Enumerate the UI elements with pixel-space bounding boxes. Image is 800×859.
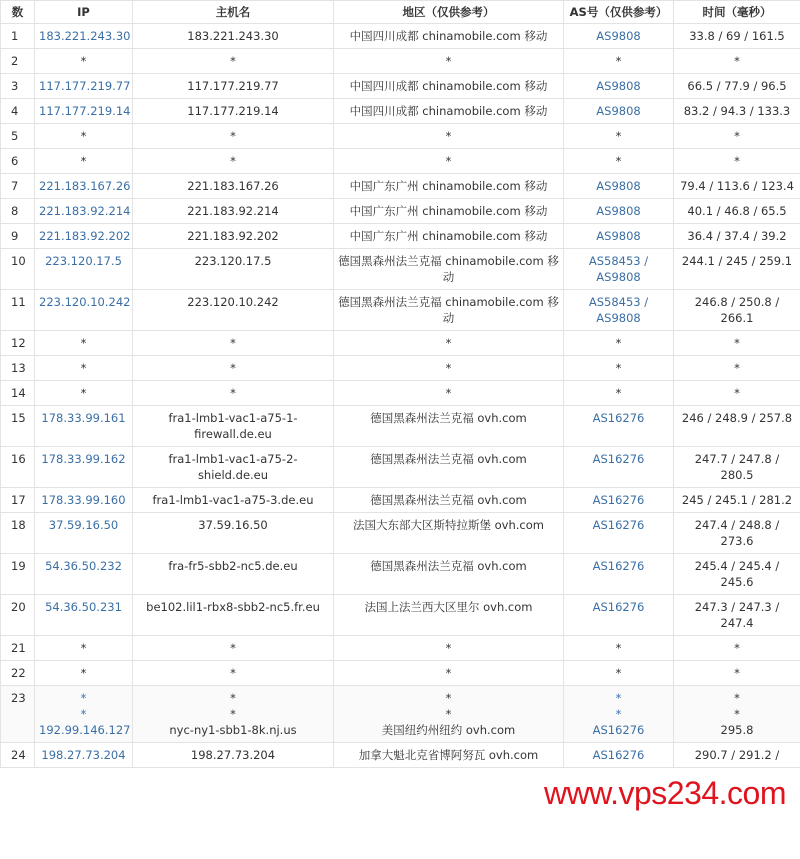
table-row [1,174,800,199]
hop-number: 5 [1,124,35,149]
as-cell: * [564,636,674,661]
time-cell: 246.8 / 250.8 / 266.1 [674,290,800,331]
ip-cell[interactable]: 117.177.219.77 [35,74,133,99]
time-cell: 244.1 / 245 / 259.1 [674,249,800,290]
table-row [1,554,800,595]
hop-number: 16 [1,447,35,488]
time-cell: * [674,636,800,661]
as-cell[interactable]: AS16276 [564,595,674,636]
hostname-cell: 183.221.243.30 [133,24,334,49]
time-cell: * * 295.8 [674,686,800,743]
as-cell[interactable]: AS9808 [564,24,674,49]
region-cell: 德国黑森州法兰克福 ovh.com [334,406,564,447]
as-cell[interactable]: AS9808 [564,224,674,249]
header-hostname: 主机名 [133,1,334,24]
hostname-cell: * [133,636,334,661]
as-cell[interactable]: * * AS16276 [564,686,674,743]
hop-number: 3 [1,74,35,99]
hop-number: 19 [1,554,35,595]
hostname-cell: * [133,356,334,381]
region-cell: 德国黑森州法兰克福 chinamobile.com 移动 [334,290,564,331]
hostname-cell: 221.183.167.26 [133,174,334,199]
as-cell[interactable]: AS16276 [564,447,674,488]
hop-number: 2 [1,49,35,74]
region-cell: * [334,49,564,74]
time-cell: * [674,381,800,406]
hop-number: 11 [1,290,35,331]
ip-cell[interactable]: 221.183.92.202 [35,224,133,249]
table-row [1,513,800,554]
table-row [1,124,800,149]
hostname-cell: 221.183.92.202 [133,224,334,249]
region-cell: 德国黑森州法兰克福 ovh.com [334,554,564,595]
table-row [1,356,800,381]
watermark: www.vps234.com [544,775,786,811]
as-cell: * [564,381,674,406]
region-cell: 法国大东部大区斯特拉斯堡 ovh.com [334,513,564,554]
region-cell: 中国广东广州 chinamobile.com 移动 [334,174,564,199]
ip-cell: * [35,381,133,406]
time-cell: * [674,661,800,686]
time-cell: * [674,49,800,74]
ip-cell[interactable]: 117.177.219.14 [35,99,133,124]
as-cell: * [564,49,674,74]
time-cell: * [674,149,800,174]
hop-number: 12 [1,331,35,356]
table-row [1,149,800,174]
as-cell: * [564,149,674,174]
ip-cell: * [35,636,133,661]
region-cell: 中国四川成都 chinamobile.com 移动 [334,74,564,99]
table-row [1,24,800,49]
as-cell[interactable]: AS9808 [564,174,674,199]
ip-cell[interactable]: 223.120.17.5 [35,249,133,290]
header-hop: 数 [1,1,35,24]
table-row [1,249,800,290]
as-cell[interactable]: AS9808 [564,99,674,124]
table-row [1,686,800,743]
hostname-cell: fra-fr5-sbb2-nc5.de.eu [133,554,334,595]
ip-cell[interactable]: 178.33.99.160 [35,488,133,513]
as-cell[interactable]: AS9808 [564,74,674,99]
watermark-area [0,768,800,812]
header-ip: IP [35,1,133,24]
hostname-cell: fra1-lmb1-vac1-a75-1-firewall.de.eu [133,406,334,447]
hostname-cell: * [133,49,334,74]
table-row [1,661,800,686]
time-cell: 247.7 / 247.8 / 280.5 [674,447,800,488]
as-cell[interactable]: AS58453 / AS9808 [564,249,674,290]
region-cell: 中国四川成都 chinamobile.com 移动 [334,99,564,124]
hostname-cell: 37.59.16.50 [133,513,334,554]
table-header [1,1,800,24]
time-cell: 247.4 / 248.8 / 273.6 [674,513,800,554]
hostname-cell: * [133,331,334,356]
table-row [1,488,800,513]
hop-number: 20 [1,595,35,636]
hop-number: 22 [1,661,35,686]
ip-cell: * [35,149,133,174]
hostname-cell: 117.177.219.14 [133,99,334,124]
hop-number: 24 [1,743,35,768]
table-body [1,24,800,768]
region-cell: * [334,124,564,149]
time-cell: 245 / 245.1 / 281.2 [674,488,800,513]
hop-number: 7 [1,174,35,199]
hostname-cell: 223.120.17.5 [133,249,334,290]
as-cell[interactable]: AS16276 [564,406,674,447]
ip-cell[interactable]: * * 192.99.146.127 [35,686,133,743]
time-cell: 79.4 / 113.6 / 123.4 [674,174,800,199]
hostname-cell: * [133,381,334,406]
ip-cell: * [35,661,133,686]
ip-cell: * [35,331,133,356]
time-cell: 40.1 / 46.8 / 65.5 [674,199,800,224]
table-row [1,199,800,224]
time-cell: 33.8 / 69 / 161.5 [674,24,800,49]
region-cell: * [334,356,564,381]
header-as: AS号（仅供参考） [564,1,674,24]
table-row [1,49,800,74]
hop-number: 10 [1,249,35,290]
hop-number: 23 [1,686,35,743]
time-cell: 290.7 / 291.2 / [674,743,800,768]
hop-number: 9 [1,224,35,249]
time-cell: 36.4 / 37.4 / 39.2 [674,224,800,249]
time-cell: 247.3 / 247.3 / 247.4 [674,595,800,636]
as-cell[interactable]: AS16276 [564,743,674,768]
time-cell: * [674,331,800,356]
hop-number: 17 [1,488,35,513]
ip-cell[interactable]: 54.36.50.231 [35,595,133,636]
region-cell: 德国黑森州法兰克福 chinamobile.com 移动 [334,249,564,290]
hostname-cell: * [133,661,334,686]
region-cell: 加拿大魁北克省博阿努瓦 ovh.com [334,743,564,768]
region-cell: * [334,331,564,356]
table-row [1,290,800,331]
ip-cell: * [35,124,133,149]
region-cell: 中国四川成都 chinamobile.com 移动 [334,24,564,49]
hostname-cell: * [133,124,334,149]
table-row [1,636,800,661]
hop-number: 6 [1,149,35,174]
hostname-cell: 198.27.73.204 [133,743,334,768]
region-cell: 中国广东广州 chinamobile.com 移动 [334,224,564,249]
as-cell[interactable]: AS58453 / AS9808 [564,290,674,331]
hostname-cell: * [133,149,334,174]
table-row [1,743,800,768]
hostname-cell: * * nyc-ny1-sbb1-8k.nj.us [133,686,334,743]
hop-number: 4 [1,99,35,124]
ip-cell[interactable]: 223.120.10.242 [35,290,133,331]
as-cell[interactable]: AS16276 [564,554,674,595]
ip-cell[interactable]: 37.59.16.50 [35,513,133,554]
ip-cell[interactable]: 54.36.50.232 [35,554,133,595]
ip-cell[interactable]: 221.183.167.26 [35,174,133,199]
region-cell: 德国黑森州法兰克福 ovh.com [334,488,564,513]
ip-cell: * [35,356,133,381]
table-row [1,406,800,447]
table-row [1,595,800,636]
ip-cell[interactable]: 221.183.92.214 [35,199,133,224]
ip-cell[interactable]: 198.27.73.204 [35,743,133,768]
hostname-cell: fra1-lmb1-vac1-a75-3.de.eu [133,488,334,513]
ip-cell: * [35,49,133,74]
hop-number: 21 [1,636,35,661]
hostname-cell: 223.120.10.242 [133,290,334,331]
hostname-cell: fra1-lmb1-vac1-a75-2-shield.de.eu [133,447,334,488]
region-cell: * [334,381,564,406]
region-cell: 法国上法兰西大区里尔 ovh.com [334,595,564,636]
table-row [1,447,800,488]
time-cell: * [674,124,800,149]
region-cell: 德国黑森州法兰克福 ovh.com [334,447,564,488]
region-cell: 中国广东广州 chinamobile.com 移动 [334,199,564,224]
time-cell: 83.2 / 94.3 / 133.3 [674,99,800,124]
hop-number: 13 [1,356,35,381]
time-cell: 66.5 / 77.9 / 96.5 [674,74,800,99]
ip-cell[interactable]: 178.33.99.162 [35,447,133,488]
region-cell: * [334,149,564,174]
header-time: 时间（毫秒） [674,1,800,24]
hop-number: 14 [1,381,35,406]
hostname-cell: 117.177.219.77 [133,74,334,99]
region-cell: * * 美国纽约州纽约 ovh.com [334,686,564,743]
ip-cell[interactable]: 178.33.99.161 [35,406,133,447]
header-region: 地区（仅供参考） [334,1,564,24]
hostname-cell: 221.183.92.214 [133,199,334,224]
time-cell: 246 / 248.9 / 257.8 [674,406,800,447]
as-cell: * [564,356,674,381]
hop-number: 15 [1,406,35,447]
as-cell[interactable]: AS9808 [564,199,674,224]
hop-number: 18 [1,513,35,554]
region-cell: * [334,636,564,661]
table-row [1,331,800,356]
table-row [1,74,800,99]
as-cell: * [564,124,674,149]
as-cell: * [564,331,674,356]
as-cell[interactable]: AS16276 [564,513,674,554]
table-row [1,381,800,406]
table-row [1,224,800,249]
hop-number: 1 [1,24,35,49]
as-cell: * [564,661,674,686]
as-cell[interactable]: AS16276 [564,488,674,513]
table-row [1,99,800,124]
ip-cell[interactable]: 183.221.243.30 [35,24,133,49]
hop-number: 8 [1,199,35,224]
time-cell: * [674,356,800,381]
hostname-cell: be102.lil1-rbx8-sbb2-nc5.fr.eu [133,595,334,636]
time-cell: 245.4 / 245.4 / 245.6 [674,554,800,595]
region-cell: * [334,661,564,686]
